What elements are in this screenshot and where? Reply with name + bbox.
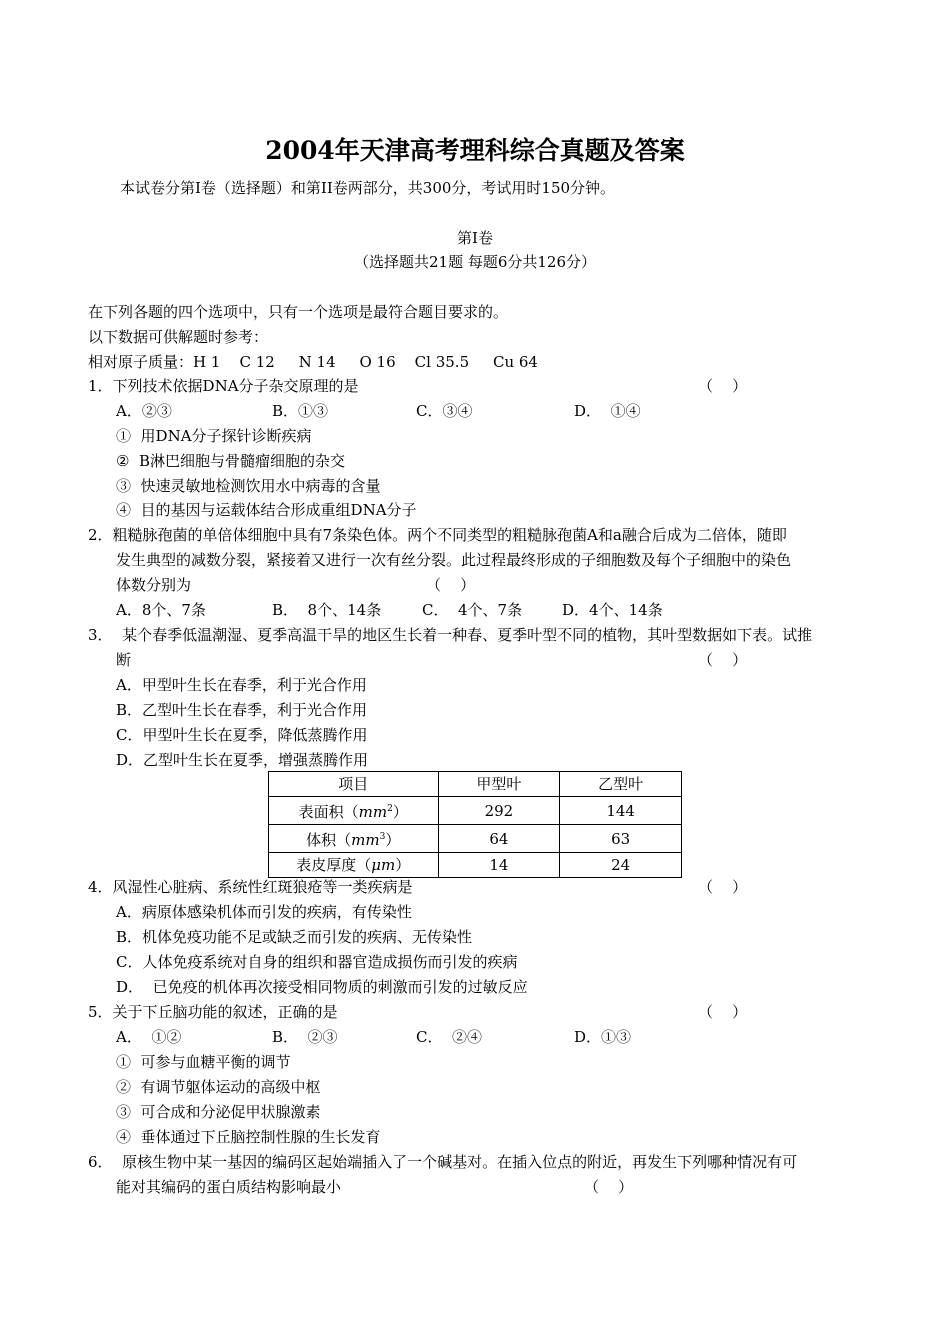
q2-option-a: A．8个、7条 <box>116 601 206 619</box>
q1-item: ③ 快速灵敏地检测饮用水中病毒的含量 <box>116 477 381 495</box>
q2-option-c: C． 4个、7条 <box>422 601 523 619</box>
table-row <box>269 853 682 878</box>
q1-answer-paren: （ ） <box>698 377 748 395</box>
q5-answer-paren: （ ） <box>698 1003 748 1021</box>
q2-stem-line: 发生典型的减数分裂，紧接着又进行一次有丝分裂。此过程最终形成的子细胞数及每个子细胞中的染色 <box>116 551 792 569</box>
q5-option-c: C． ②④ <box>416 1028 483 1046</box>
q6-stem-line: 6． 原核生物中某一基因的编码区起始端插入了一个碱基对。在插入位点的附近，再发生下列哪种情况有可 <box>88 1153 798 1171</box>
table-header-cell: 甲型叶 <box>438 772 560 797</box>
q3-stem-line: 断 <box>116 651 132 669</box>
q5-option-b: B． ②③ <box>272 1028 338 1046</box>
q4-option-c: C．人体免疫系统对自身的组织和器官造成损伤而引发的疾病 <box>116 953 518 971</box>
page-title: 2004年天津高考理科综合真题及答案 <box>265 136 685 165</box>
q1-option-c: C．③④ <box>416 402 473 420</box>
q1-item: ① 用DNA分子探针诊断疾病 <box>116 427 312 445</box>
q2-option-b: B． 8个、14条 <box>272 601 382 619</box>
q1-option-b: B．①③ <box>272 402 329 420</box>
q3-option-c: C．甲型叶生长在夏季，降低蒸腾作用 <box>116 726 368 744</box>
q4-answer-paren: （ ） <box>698 878 748 896</box>
table-row <box>269 825 682 853</box>
table-header-cell: 乙型叶 <box>560 772 682 797</box>
q4-stem: 4．风湿性心脏病、系统性红斑狼疮等一类疾病是 <box>88 878 413 896</box>
table-cell-label: 表皮厚度（μm） <box>269 853 439 878</box>
leaf-data-table <box>268 771 682 878</box>
q6-stem-line: 能对其编码的蛋白质结构影响最小 <box>116 1178 342 1196</box>
table-cell: 63 <box>560 825 682 853</box>
table-cell: 144 <box>560 797 682 825</box>
table-cell-label: 体积$(mm^3)$ <box>269 825 439 853</box>
q5-item: ② 有调节躯体运动的高级中枢 <box>116 1078 321 1096</box>
q1-item: ② B淋巴细胞与骨髓瘤细胞的杂交 <box>116 452 346 470</box>
table-cell: 14 <box>438 853 560 878</box>
section-subheading: （选择题共21题 每题6分共126分） <box>353 253 597 271</box>
table-cell: 292 <box>438 797 560 825</box>
intro-text: 本试卷分第I卷（选择题）和第II卷两部分，共300分，考试用时150分钟。 <box>120 179 616 197</box>
table-row <box>269 797 682 825</box>
q5-option-d: D．①③ <box>574 1028 632 1046</box>
q1-stem: 1．下列技术依据DNA分子杂交原理的是 <box>88 377 359 395</box>
q4-option-a: A．病原体感染机体而引发的疾病，有传染性 <box>116 903 412 921</box>
table-header-row <box>269 772 682 797</box>
q1-option-d: D． ①④ <box>574 402 641 420</box>
table-cell: 64 <box>438 825 560 853</box>
q5-item: ① 可参与血糖平衡的调节 <box>116 1053 291 1071</box>
atomic-mass-line: 相对原子质量：H 1 C 12 N 14 O 16 Cl 35.5 Cu 64 <box>88 353 538 371</box>
q2-stem-line: 体数分别为 <box>116 576 192 594</box>
instruction-line: 在下列各题的四个选项中，只有一个选项是最符合题目要求的。 <box>88 303 509 321</box>
q1-option-a: A．②③ <box>116 402 172 420</box>
q2-answer-paren: （ ） <box>426 576 476 594</box>
table-header-cell: 项目 <box>269 772 439 797</box>
q1-item: ④ 目的基因与运载体结合形成重组DNA分子 <box>116 501 417 519</box>
q2-stem-line: 2．粗糙脉孢菌的单倍体细胞中具有7条染色体。两个不同类型的粗糙脉孢菌A和a融合后成为二倍体，随即 <box>88 526 787 544</box>
q4-option-b: B．机体免疫功能不足或缺乏而引发的疾病、无传染性 <box>116 928 473 946</box>
section-heading: 第I卷 <box>457 229 493 247</box>
q3-option-d: D．乙型叶生长在夏季，增强蒸腾作用 <box>116 751 369 769</box>
q3-stem-line: 3． 某个春季低温潮湿、夏季高温干旱的地区生长着一种春、夏季叶型不同的植物，其叶型数据如下表。试推 <box>88 626 813 644</box>
q5-option-a: A． ①② <box>116 1028 182 1046</box>
q3-answer-paren: （ ） <box>698 651 748 669</box>
instruction-line: 以下数据可供解题时参考： <box>88 328 269 346</box>
q2-option-d: D．4个、14条 <box>562 601 663 619</box>
q3-option-a: A．甲型叶生长在春季，利于光合作用 <box>116 676 367 694</box>
q5-stem: 5．关于下丘脑功能的叙述，正确的是 <box>88 1003 338 1021</box>
q5-item: ④ 垂体通过下丘脑控制性腺的生长发育 <box>116 1128 381 1146</box>
q3-option-b: B．乙型叶生长在春季，利于光合作用 <box>116 701 368 719</box>
table-cell-label: 表面积$(mm^2)$ <box>269 797 439 825</box>
table-cell: 24 <box>560 853 682 878</box>
q4-option-d: D． 已免疫的机体再次接受相同物质的刺激而引发的过敏反应 <box>116 978 528 996</box>
q5-item: ③ 可合成和分泌促甲状腺激素 <box>116 1103 321 1121</box>
q6-answer-paren: （ ） <box>584 1178 634 1196</box>
